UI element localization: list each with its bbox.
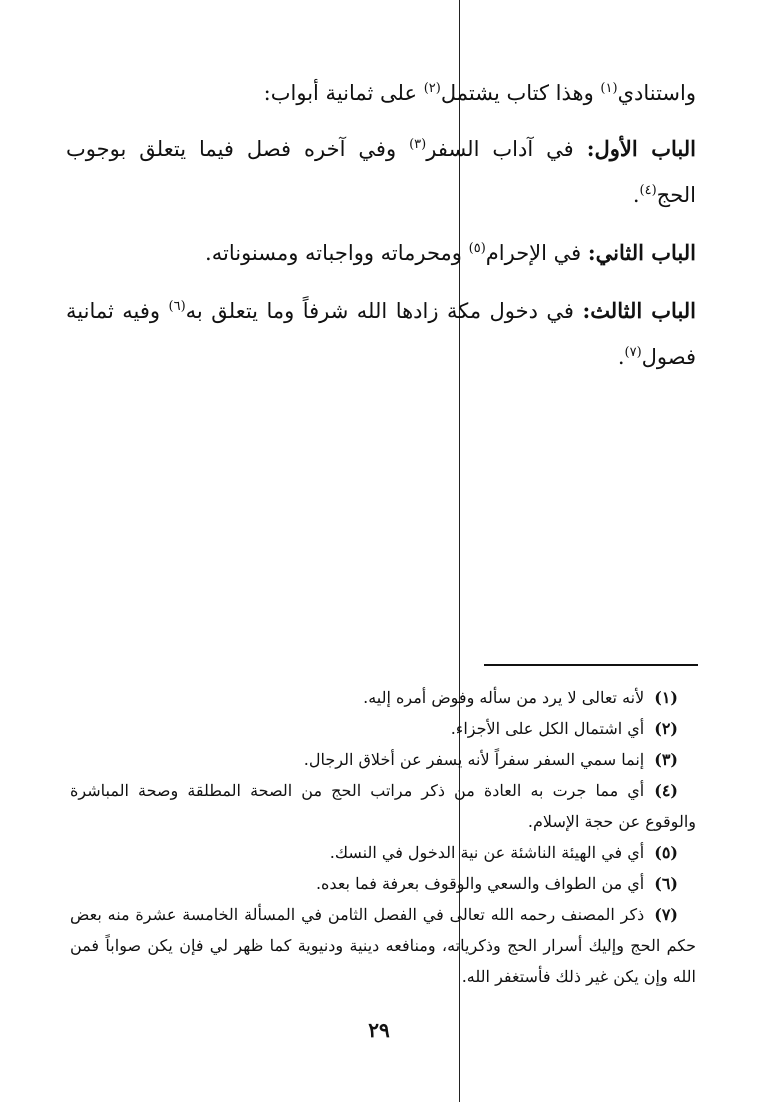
chapter-1-text-c: . bbox=[632, 183, 640, 207]
footnote-text: أي في الهيئة الناشئة عن نية الدخول في النسك. bbox=[329, 843, 645, 862]
footnote-text: ذكر المصنف رحمه الله تعالى في الفصل الثامن في المسألة الخامسة عشرة منه بعض حكم الحج وإليك أسرار الحج وذكرياته، ومنافعه دينية ودنيوية كما ظهر لي فإن يكن صواباً فمن الله وإن يكن غير ذلك فأستغفر الله. bbox=[70, 905, 696, 986]
footnotes-section bbox=[70, 682, 696, 992]
intro-text-b: وهذا كتاب يشتمل bbox=[440, 81, 601, 105]
chapter-3-title: الباب الثالث: bbox=[582, 298, 697, 323]
footnote-1 bbox=[70, 682, 696, 713]
main-body-text bbox=[66, 70, 696, 392]
footnote-text: إنما سمي السفر سفراً لأنه يسفر عن أخلاق الرجال. bbox=[303, 750, 645, 769]
chapter-2-title: الباب الثاني: bbox=[587, 240, 696, 265]
footnote-number: (٦) bbox=[654, 874, 678, 893]
footnote-ref-3: (٣) bbox=[409, 137, 427, 152]
footnote-7 bbox=[70, 899, 696, 992]
chapter-2-text-a: في الإحرام bbox=[485, 241, 588, 265]
footnote-text: لأنه تعالى لا يرد من سأله وفوض أمره إليه. bbox=[363, 688, 645, 707]
footnote-4 bbox=[70, 775, 696, 837]
chapter-3-text-c: . bbox=[617, 345, 625, 369]
chapter-3-text-a: في دخول مكة زادها الله شرفاً وما يتعلق به bbox=[185, 299, 583, 323]
footnote-5 bbox=[70, 837, 696, 868]
footnote-ref-7: (٧) bbox=[624, 345, 642, 360]
chapter-1-text-a: في آداب السفر bbox=[426, 137, 587, 161]
footnote-text: أي مما جرت به العادة من ذكر مراتب الحج من الصحة المطلقة وصحة المباشرة والوقوع عن حجة الإسلام. bbox=[70, 781, 696, 831]
footnote-number: (٣) bbox=[654, 750, 678, 769]
page-number: ٢٩ bbox=[368, 1018, 390, 1042]
footnote-number: (٤) bbox=[654, 781, 678, 800]
chapter-1-title: الباب الأول: bbox=[586, 136, 696, 161]
footnote-ref-6: (٦) bbox=[168, 299, 186, 314]
footnote-2 bbox=[70, 713, 696, 744]
footnote-ref-1: (١) bbox=[600, 81, 618, 96]
intro-text-c: على ثمانية أبواب: bbox=[263, 81, 424, 105]
chapter-2-text-b: ومحرماته وواجباته ومسنوناته. bbox=[205, 241, 469, 265]
chapter-2-paragraph bbox=[66, 230, 696, 276]
footnote-ref-5: (٥) bbox=[468, 241, 486, 256]
footnote-text: أي من الطواف والسعي والوقوف بعرفة فما بعده. bbox=[315, 874, 645, 893]
chapter-3-paragraph bbox=[66, 288, 696, 380]
footnote-number: (١) bbox=[654, 688, 678, 707]
chapter-1-text-b: وفي آخره فصل فيما يتعلق بوجوب الحج bbox=[66, 137, 696, 207]
footnote-number: (٧) bbox=[654, 905, 678, 924]
chapter-3-text-b: وفيه ثمانية فصول bbox=[66, 299, 696, 369]
footnote-text: أي اشتمال الكل على الأجزاء. bbox=[450, 719, 645, 738]
chapter-1-paragraph bbox=[66, 126, 696, 218]
footnote-number: (٢) bbox=[654, 719, 678, 738]
footnote-6 bbox=[70, 868, 696, 899]
footnote-number: (٥) bbox=[654, 843, 678, 862]
footnote-ref-2: (٢) bbox=[423, 81, 441, 96]
footnote-separator bbox=[484, 664, 698, 666]
footnote-3 bbox=[70, 744, 696, 775]
footnote-ref-4: (٤) bbox=[639, 183, 657, 198]
intro-text-a: واستنادي bbox=[617, 81, 696, 105]
intro-paragraph bbox=[66, 70, 696, 116]
